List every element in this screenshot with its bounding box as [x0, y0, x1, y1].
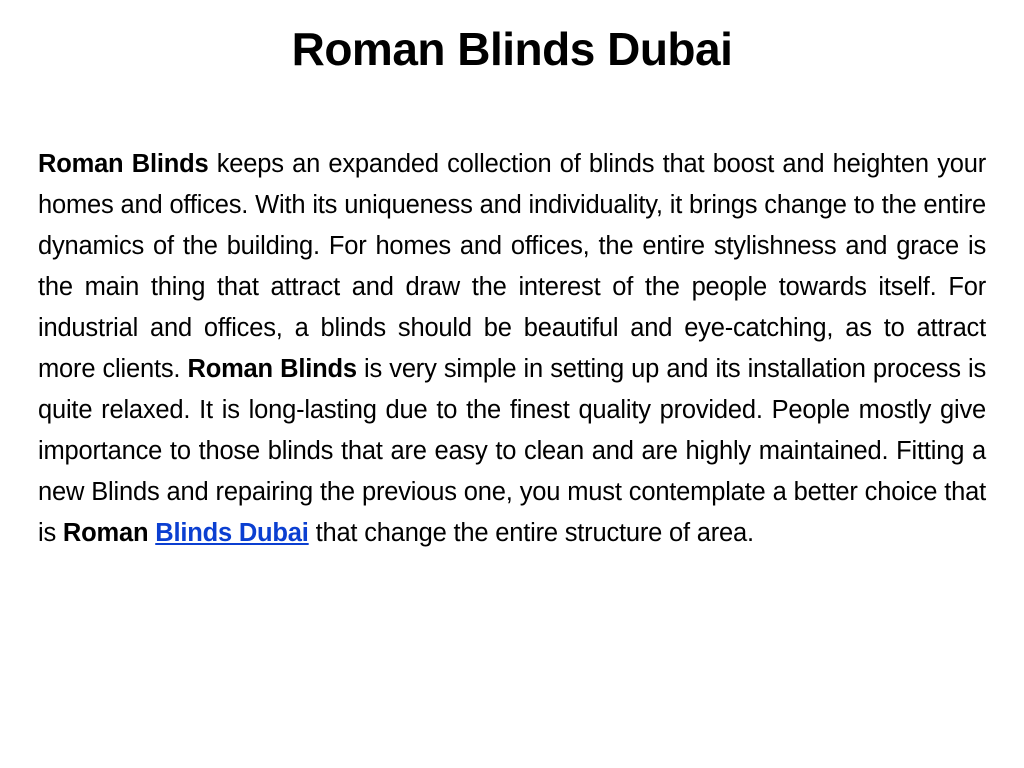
page-title: Roman Blinds Dubai: [291, 23, 733, 75]
brand-text-1: Roman Blinds: [38, 150, 209, 178]
body-paragraph: [38, 144, 986, 554]
brand-text-3: Roman: [62, 519, 149, 547]
body-text-2: is very simple in setting up and its installation process is quite relaxed. It is long-lasting due to the finest quality provided. People mostly give importance to those blinds that are easy to clean and are highly maintained. Fitting a new Blinds and repairing the previous one, you must contemplate a better choice that is: [38, 355, 986, 547]
brand-text-2: Roman Blinds: [187, 355, 357, 383]
body-text-3: that change the entire structure of area.: [308, 519, 754, 547]
body-text-1: keeps an expanded collection of blinds that boost and heighten your homes and offices. With its uniqueness and individuality, it brings change to the entire dynamics of the building. For homes and offices, the entire stylishness and grace is the main thing that attract and draw the interest of the people towards itself. For industrial and offices, a blinds should be beautiful and eye-catching, as to attract more clients.: [38, 150, 986, 383]
blinds-dubai-link[interactable]: Blinds Dubai: [155, 519, 309, 547]
